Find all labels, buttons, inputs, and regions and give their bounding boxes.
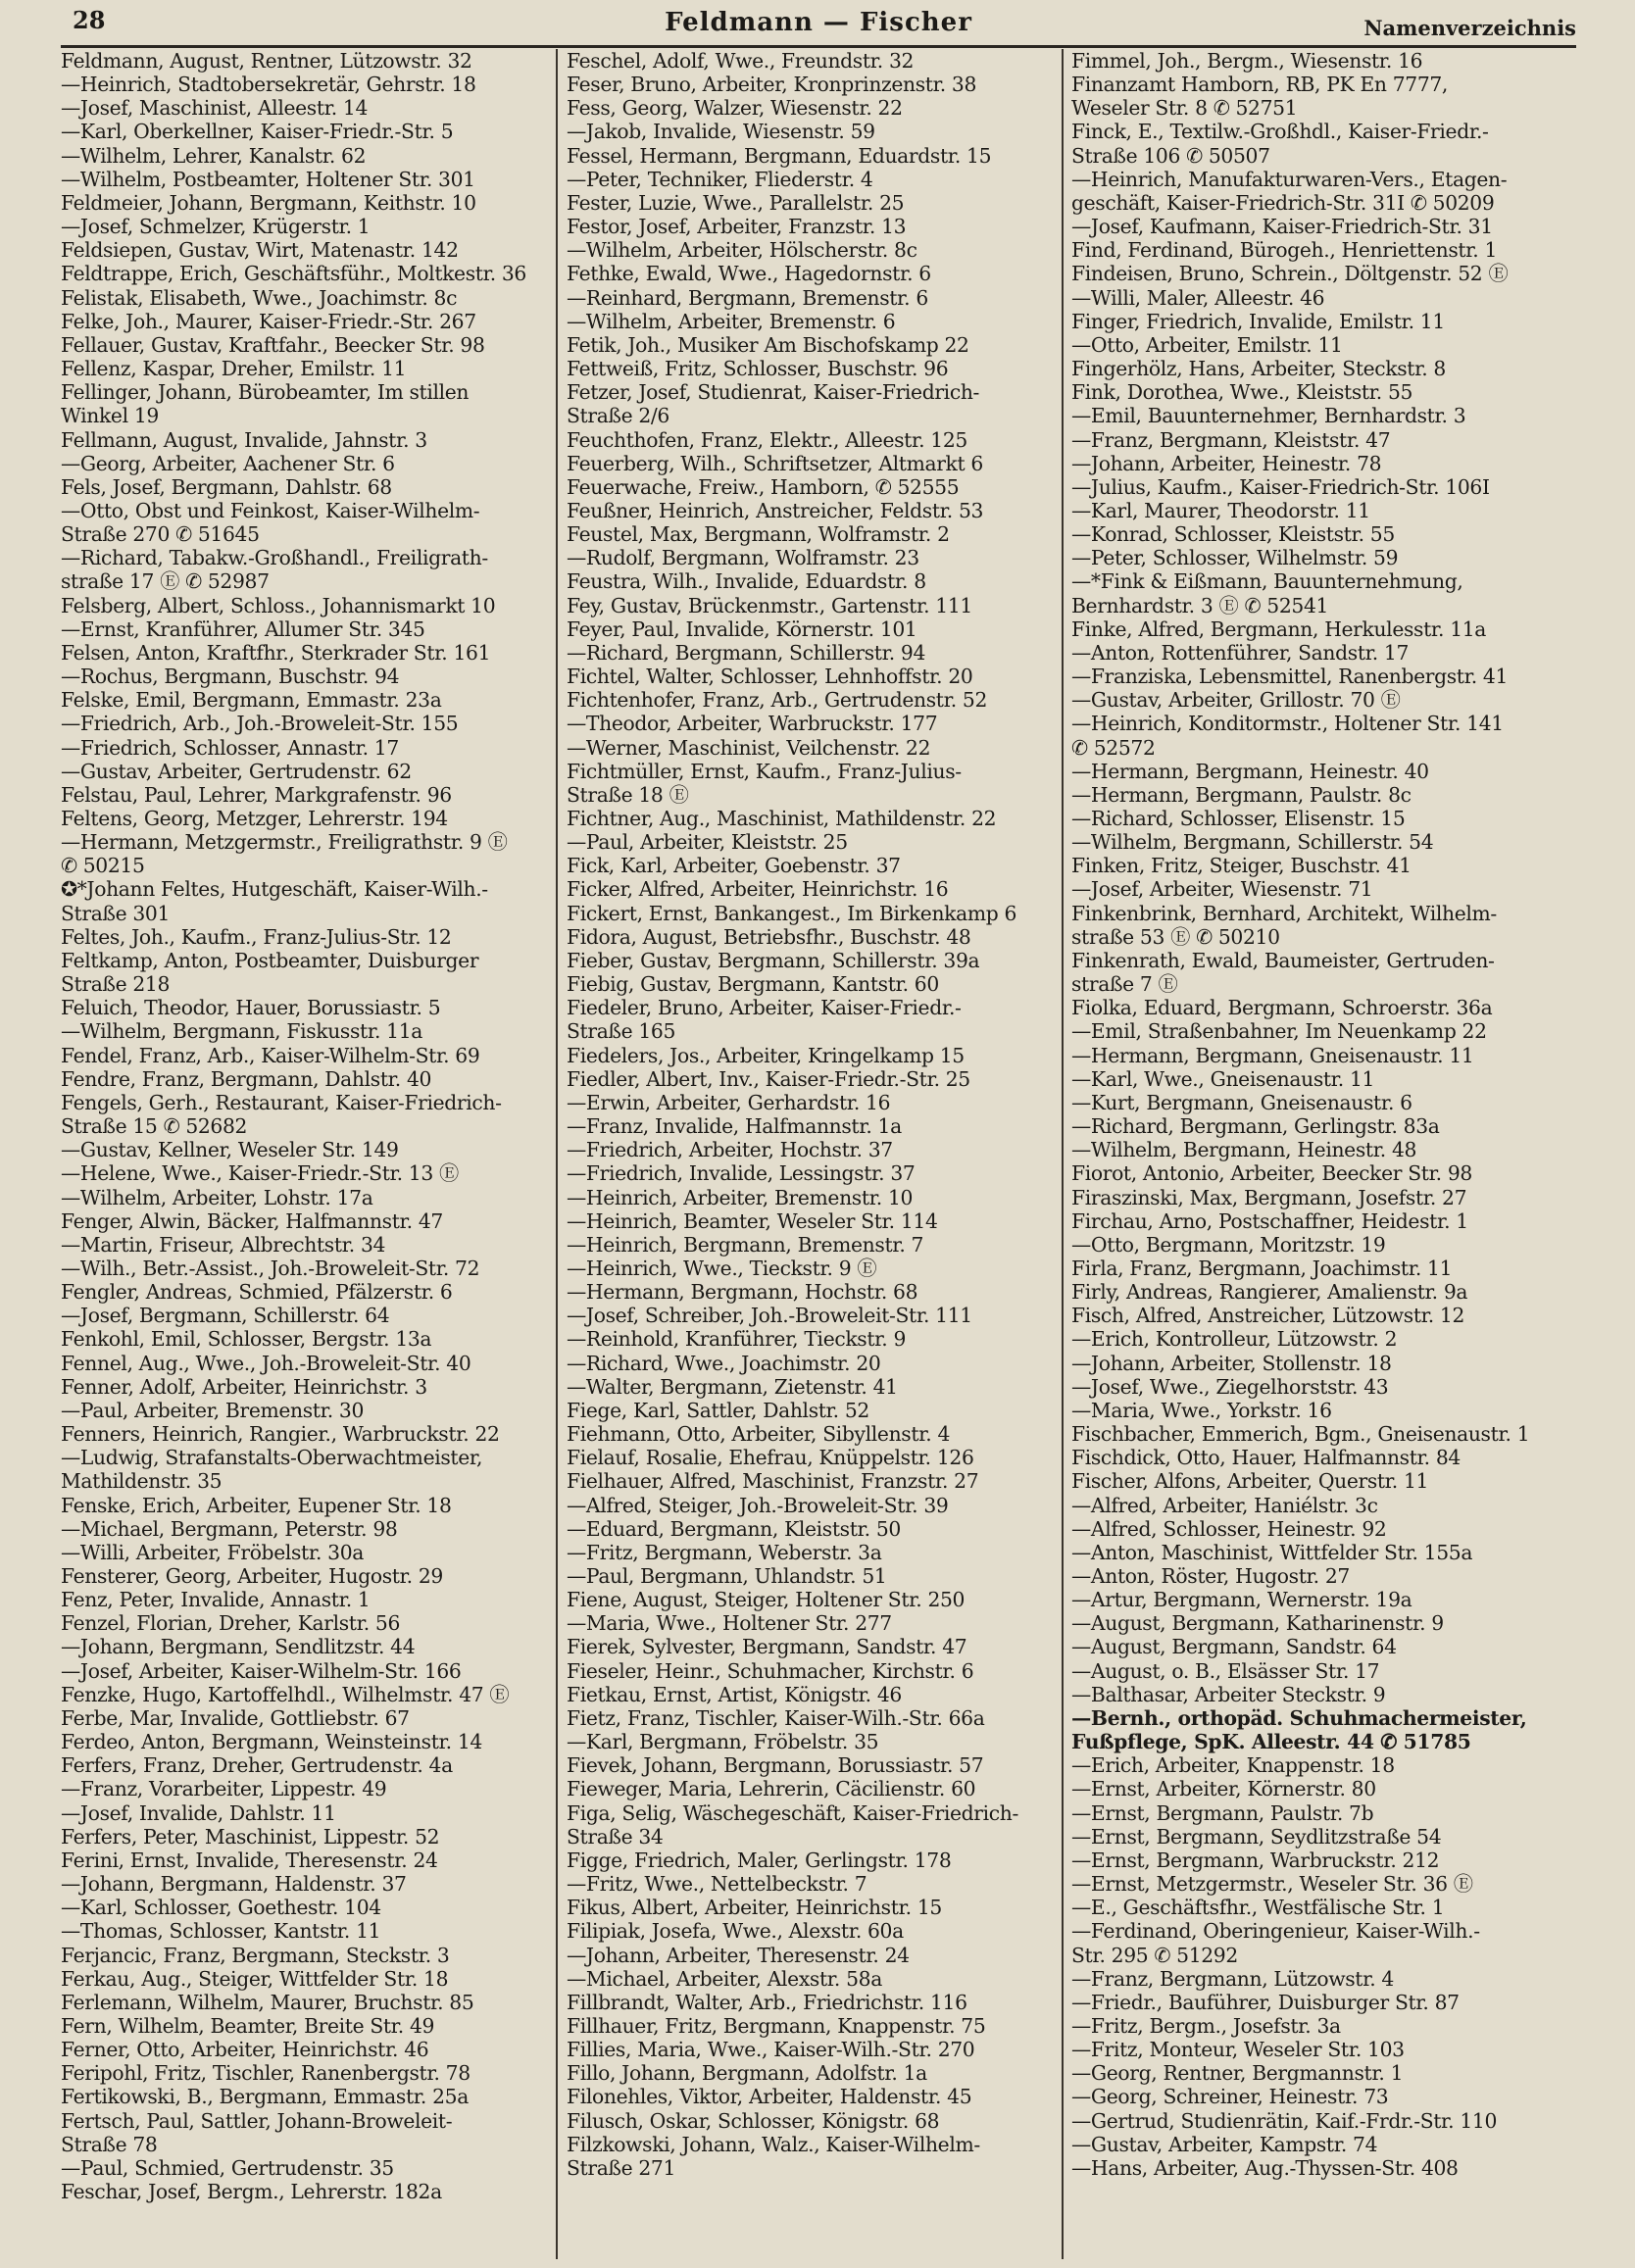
directory-entry: —Fritz, Bergm., Josefstr. 3a xyxy=(1071,2013,1341,2038)
directory-entry: —Peter, Schlosser, Wilhelmstr. 59 xyxy=(1071,546,1399,570)
directory-entry: —Walter, Bergmann, Zietenstr. 41 xyxy=(567,1374,898,1399)
directory-entry: —Heinrich, Konditormstr., Holtener Str. 141 xyxy=(1071,712,1504,736)
directory-entry: —Heinrich, Beamter, Weseler Str. 114 xyxy=(567,1208,938,1233)
directory-entry: Feltens, Georg, Metzger, Lehrerstr. 194 xyxy=(61,807,448,830)
directory-entry: Feußner, Heinrich, Anstreicher, Feldstr. 53 xyxy=(567,498,984,522)
directory-entry: Straße 165 xyxy=(567,1019,676,1044)
directory-entry: —Theodor, Arbeiter, Warbruckstr. 177 xyxy=(567,712,938,736)
directory-entry: —Emil, Straßenbahner, Im Neuenkamp 22 xyxy=(1071,1019,1487,1044)
directory-entry: straße 17 Ⓔ ✆ 52987 xyxy=(61,569,270,594)
directory-entry: —Reinhard, Bergmann, Bremenstr. 6 xyxy=(567,285,928,310)
directory-entry: —Fritz, Monteur, Weseler Str. 103 xyxy=(1071,2038,1405,2062)
directory-entry: —Gertrud, Studienrätin, Kaif.-Frdr.-Str. 110 xyxy=(1071,2108,1498,2133)
directory-entry: Fickert, Ernst, Bankangest., Im Birkenkamp 6 xyxy=(567,901,1017,925)
directory-entry: —Johann, Arbeiter, Heinestr. 78 xyxy=(1071,451,1382,475)
directory-entry: straße 7 Ⓔ xyxy=(1071,972,1178,997)
directory-entry: —Ferdinand, Oberingenieur, Kaiser-Wilh.- xyxy=(1071,1919,1480,1944)
directory-entry: —Erwin, Arbeiter, Gerhardstr. 16 xyxy=(567,1090,891,1114)
directory-entry: Ferfers, Peter, Maschinist, Lippestr. 52 xyxy=(61,1824,440,1849)
directory-entry: Felske, Emil, Bergmann, Emmastr. 23a xyxy=(61,688,442,713)
directory-entry: —Werner, Maschinist, Veilchenstr. 22 xyxy=(567,735,931,760)
directory-entry: Straße 218 xyxy=(61,972,171,997)
directory-entry: Fiege, Karl, Sattler, Dahlstr. 52 xyxy=(567,1398,869,1422)
directory-entry: Ficker, Alfred, Arbeiter, Heinrichstr. 16 xyxy=(567,877,949,902)
directory-entry: —Johann, Bergmann, Sendlitzstr. 44 xyxy=(61,1635,416,1659)
directory-entry: —Richard, Tabakw.-Großhandl., Freiligrath- xyxy=(61,546,488,570)
directory-entry: Fern, Wilhelm, Beamter, Breite Str. 49 xyxy=(61,2013,435,2038)
directory-entry: Fenners, Heinrich, Rangier., Warbruckstr. 22 xyxy=(61,1422,500,1447)
directory-entry: Find, Ferdinand, Bürogeh., Henriettenstr. 1 xyxy=(1071,238,1498,263)
directory-entry: Fethke, Ewald, Wwe., Hagedornstr. 6 xyxy=(567,262,931,286)
directory-entry: Fels, Josef, Bergmann, Dahlstr. 68 xyxy=(61,474,392,499)
directory-entry: —Heinrich, Stadtobersekretär, Gehrstr. 18 xyxy=(61,73,476,97)
directory-entry: Fenger, Alwin, Bäcker, Halfmannstr. 47 xyxy=(61,1208,443,1233)
directory-entry: Fengler, Andreas, Schmied, Pfälzerstr. 6 xyxy=(61,1280,453,1305)
directory-entry: —Friedrich, Arb., Joh.-Broweleit-Str. 155 xyxy=(61,712,459,736)
directory-entry: —Alfred, Arbeiter, Haniélstr. 3c xyxy=(1071,1493,1378,1517)
directory-entry: —Kurt, Bergmann, Gneisenaustr. 6 xyxy=(1071,1090,1412,1114)
directory-entry: —Anton, Rottenführer, Sandstr. 17 xyxy=(1071,640,1410,665)
directory-entry: Figa, Selig, Wäschegeschäft, Kaiser-Friedrich- xyxy=(567,1800,1019,1825)
directory-entry: —Georg, Schreiner, Heinestr. 73 xyxy=(1071,2085,1389,2109)
directory-entry: —Paul, Bergmann, Uhlandstr. 51 xyxy=(567,1564,887,1588)
directory-entry: Feschel, Adolf, Wwe., Freundstr. 32 xyxy=(567,49,915,73)
directory-entry: Filusch, Oskar, Schlosser, Königstr. 68 xyxy=(567,2108,940,2133)
directory-entry: Fetzer, Josef, Studienrat, Kaiser-Friedrich- xyxy=(567,380,980,405)
directory-entry: geschäft, Kaiser-Friedrich-Str. 31I ✆ 50209 xyxy=(1071,190,1495,215)
directory-entry: —Ernst, Bergmann, Warbruckstr. 212 xyxy=(1071,1848,1440,1872)
column-middle xyxy=(567,49,1057,2259)
directory-entry: —Wilhelm, Lehrer, Kanalstr. 62 xyxy=(61,143,367,168)
directory-entry: Fellinger, Johann, Bürobeamter, Im stillen xyxy=(61,380,470,405)
directory-entry: —Erich, Arbeiter, Knappenstr. 18 xyxy=(1071,1753,1395,1778)
directory-entry: Fendel, Franz, Arb., Kaiser-Wilhelm-Str. 69 xyxy=(61,1043,480,1067)
directory-entry: —Franz, Bergmann, Lützowstr. 4 xyxy=(1071,1966,1394,1991)
directory-entry: —Hermann, Bergmann, Hochstr. 68 xyxy=(567,1280,918,1305)
directory-entry: Felke, Joh., Maurer, Kaiser-Friedr.-Str. 267 xyxy=(61,309,476,333)
directory-entry: —Richard, Wwe., Joachimstr. 20 xyxy=(567,1351,881,1375)
directory-entry: —Friedrich, Schlosser, Annastr. 17 xyxy=(61,735,399,760)
directory-entry: Fischbacher, Emmerich, Bgm., Gneisenaustr. 1 xyxy=(1071,1422,1530,1447)
directory-entry: ✆ 52572 xyxy=(1071,735,1156,760)
directory-entry: —Franz, Vorarbeiter, Lippestr. 49 xyxy=(61,1777,387,1801)
directory-entry: —Paul, Arbeiter, Bremenstr. 30 xyxy=(61,1398,364,1422)
directory-entry: —Maria, Wwe., Holtener Str. 277 xyxy=(567,1611,892,1636)
directory-entry: Fertikowski, B., Bergmann, Emmastr. 25a xyxy=(61,2085,469,2109)
directory-entry: Fimmel, Joh., Bergm., Wiesenstr. 16 xyxy=(1071,49,1423,73)
directory-entry: Fietz, Franz, Tischler, Kaiser-Wilh.-Str. 66a xyxy=(567,1705,985,1730)
directory-entry: Fess, Georg, Walzer, Wiesenstr. 22 xyxy=(567,96,903,121)
directory-entry: Fichtmüller, Ernst, Kaufm., Franz-Julius- xyxy=(567,759,962,783)
directory-entry: Ferlemann, Wilhelm, Maurer, Bruchstr. 85 xyxy=(61,1990,474,2014)
directory-entry: Fichtenhofer, Franz, Arb., Gertrudenstr. 52 xyxy=(567,688,988,713)
directory-entry: —Richard, Schlosser, Elisenstr. 15 xyxy=(1071,807,1406,830)
directory-entry: Fischdick, Otto, Hauer, Halfmannstr. 84 xyxy=(1071,1446,1461,1470)
directory-entry: Fester, Luzie, Wwe., Parallelstr. 25 xyxy=(567,190,905,215)
directory-entry: —Wilhelm, Postbeamter, Holtener Str. 301 xyxy=(61,167,475,191)
directory-entry: —Julius, Kaufm., Kaiser-Friedrich-Str. 106I xyxy=(1071,474,1490,499)
directory-entry: —Richard, Bergmann, Gerlingstr. 83a xyxy=(1071,1114,1440,1139)
directory-entry: —Josef, Maschinist, Alleestr. 14 xyxy=(61,96,369,121)
directory-entry: Filonehles, Viktor, Arbeiter, Haldenstr. 45 xyxy=(567,2085,972,2109)
directory-entry: ✪*Johann Feltes, Hutgeschäft, Kaiser-Wilh.- xyxy=(61,877,488,902)
directory-entry: —Willi, Maler, Alleestr. 46 xyxy=(1071,285,1325,310)
directory-entry: —Josef, Bergmann, Schillerstr. 64 xyxy=(61,1304,390,1328)
directory-entry: Str. 295 ✆ 51292 xyxy=(1071,1943,1238,1967)
directory-entry: Fenkohl, Emil, Schlosser, Bergstr. 13a xyxy=(61,1327,432,1352)
directory-entry: —Heinrich, Wwe., Tieckstr. 9 Ⓔ xyxy=(567,1256,877,1280)
directory-entry: Finkenbrink, Bernhard, Architekt, Wilhelm- xyxy=(1071,901,1497,925)
directory-entry: Fillbrandt, Walter, Arb., Friedrichstr. 116 xyxy=(567,1990,967,2014)
directory-entry: Fenz, Peter, Invalide, Annastr. 1 xyxy=(61,1588,371,1612)
directory-entry: Felistak, Elisabeth, Wwe., Joachimstr. 8c xyxy=(61,285,458,310)
directory-entry: —Gustav, Arbeiter, Gertrudenstr. 62 xyxy=(61,759,412,783)
directory-entry: Ferjancic, Franz, Bergmann, Steckstr. 3 xyxy=(61,1943,450,1967)
directory-entry: —Johann, Bergmann, Haldenstr. 37 xyxy=(61,1872,407,1897)
directory-entry: Fendre, Franz, Bergmann, Dahlstr. 40 xyxy=(61,1066,432,1091)
directory-entry: Fiene, August, Steiger, Holtener Str. 250 xyxy=(567,1588,966,1612)
section-title: Namenverzeichnis xyxy=(1363,16,1576,40)
directory-entry: —Heinrich, Bergmann, Bremenstr. 7 xyxy=(567,1232,924,1257)
directory-entry: Fierek, Sylvester, Bergmann, Sandstr. 47 xyxy=(567,1635,967,1659)
directory-entry: Fick, Karl, Arbeiter, Goebenstr. 37 xyxy=(567,854,901,878)
directory-entry: Fieber, Gustav, Bergmann, Schillerstr. 39a xyxy=(567,948,980,972)
directory-entry: —Helene, Wwe., Kaiser-Friedr.-Str. 13 Ⓔ xyxy=(61,1161,459,1186)
directory-entry: —Bernh., orthopäd. Schuhmachermeister, xyxy=(1071,1705,1527,1730)
directory-entry: Feluich, Theodor, Hauer, Borussiastr. 5 xyxy=(61,996,441,1020)
directory-entry: Mathildenstr. 35 xyxy=(61,1469,223,1494)
directory-entry: Fisch, Alfred, Anstreicher, Lützowstr. 12 xyxy=(1071,1304,1465,1328)
directory-entry: —Josef, Schmelzer, Krügerstr. 1 xyxy=(61,215,371,239)
directory-entry: —Karl, Bergmann, Fröbelstr. 35 xyxy=(567,1730,879,1754)
directory-entry: —Johann, Arbeiter, Theresenstr. 24 xyxy=(567,1943,910,1967)
directory-entry: Finkenrath, Ewald, Baumeister, Gertruden- xyxy=(1071,948,1495,972)
directory-entry: Festor, Josef, Arbeiter, Franzstr. 13 xyxy=(567,215,907,239)
directory-entry: —Thomas, Schlosser, Kantstr. 11 xyxy=(61,1919,381,1944)
directory-entry: —Rochus, Bergmann, Buschstr. 94 xyxy=(61,665,400,689)
directory-entry: Fillhauer, Fritz, Bergmann, Knappenstr. 75 xyxy=(567,2013,986,2038)
directory-entry: —Josef, Kaufmann, Kaiser-Friedrich-Str. 31 xyxy=(1071,215,1493,239)
directory-entry: —Otto, Obst und Feinkost, Kaiser-Wilhelm- xyxy=(61,498,480,522)
directory-entry: Fenzke, Hugo, Kartoffelhdl., Wilhelmstr. 47 Ⓔ xyxy=(61,1682,510,1706)
directory-entry: —Ernst, Bergmann, Seydlitzstraße 54 xyxy=(1071,1824,1442,1849)
directory-entry: Fettweiß, Fritz, Schlosser, Buschstr. 96 xyxy=(567,357,949,381)
directory-entry: Finken, Fritz, Steiger, Buschstr. 41 xyxy=(1071,854,1412,878)
directory-entry: —August, Bergmann, Katharinenstr. 9 xyxy=(1071,1611,1444,1636)
column-right xyxy=(1071,49,1576,2259)
directory-entry: Fensterer, Georg, Arbeiter, Hugostr. 29 xyxy=(61,1564,443,1588)
directory-entry: Firly, Andreas, Rangierer, Amalienstr. 9a xyxy=(1071,1280,1468,1305)
directory-entry: Fietkau, Ernst, Artist, Königstr. 46 xyxy=(567,1682,902,1706)
directory-entry: Fiedelers, Jos., Arbeiter, Kringelkamp 15 xyxy=(567,1043,965,1067)
directory-entry: straße 53 Ⓔ ✆ 50210 xyxy=(1071,924,1280,949)
directory-entry: Feyer, Paul, Invalide, Körnerstr. 101 xyxy=(567,616,917,641)
directory-entry: Fikus, Albert, Arbeiter, Heinrichstr. 15 xyxy=(567,1896,942,1920)
directory-entry: —Ernst, Arbeiter, Körnerstr. 80 xyxy=(1071,1777,1376,1801)
directory-entry: Feldtrappe, Erich, Geschäftsführ., Moltkestr. 36 xyxy=(61,262,526,286)
directory-entry: Fenner, Adolf, Arbeiter, Heinrichstr. 3 xyxy=(61,1374,427,1399)
directory-entry: Fielauf, Rosalie, Ehefrau, Knüppelstr. 126 xyxy=(567,1446,974,1470)
directory-entry: —Peter, Techniker, Fliederstr. 4 xyxy=(567,167,873,191)
directory-entry: —Karl, Schlosser, Goethestr. 104 xyxy=(61,1896,381,1920)
column-left xyxy=(61,49,551,2259)
directory-entry: —Wilhelm, Bergmann, Schillerstr. 54 xyxy=(1071,830,1434,855)
directory-entry: Firchau, Arno, Postschaffner, Heidestr. 1 xyxy=(1071,1208,1468,1233)
directory-entry: —Ernst, Bergmann, Paulstr. 7b xyxy=(1071,1800,1374,1825)
directory-entry: —Eduard, Bergmann, Kleiststr. 50 xyxy=(567,1516,901,1541)
directory-entry: Ferbe, Mar, Invalide, Gottliebstr. 67 xyxy=(61,1705,410,1730)
directory-entry: Finke, Alfred, Bergmann, Herkulesstr. 11a xyxy=(1071,616,1487,641)
directory-entry: Straße 18 Ⓔ xyxy=(567,782,689,807)
directory-entry: Figge, Friedrich, Maler, Gerlingstr. 178 xyxy=(567,1848,952,1872)
directory-entry: Fillies, Maria, Wwe., Kaiser-Wilh.-Str. 270 xyxy=(567,2038,975,2062)
directory-entry: Findeisen, Bruno, Schrein., Döltgenstr. 52 Ⓔ xyxy=(1071,262,1509,286)
directory-entry: Fichtner, Aug., Maschinist, Mathildenstr. 22 xyxy=(567,807,997,830)
directory-entry: Fischer, Alfons, Arbeiter, Querstr. 11 xyxy=(1071,1469,1429,1494)
directory-entry: Fievek, Johann, Bergmann, Borussiastr. 57 xyxy=(567,1753,984,1778)
directory-entry: —Anton, Maschinist, Wittfelder Str. 155a xyxy=(1071,1540,1473,1564)
directory-entry: —E., Geschäftsfhr., Westfälische Str. 1 xyxy=(1071,1896,1445,1920)
directory-entry: —Josef, Invalide, Dahlstr. 11 xyxy=(61,1800,336,1825)
directory-entry: —Wilhelm, Bergmann, Fiskusstr. 11a xyxy=(61,1019,422,1044)
directory-entry: —Franz, Bergmann, Kleiststr. 47 xyxy=(1071,427,1391,452)
directory-entry: Straße 34 xyxy=(567,1824,664,1849)
directory-entry: —Johann, Arbeiter, Stollenstr. 18 xyxy=(1071,1351,1392,1375)
directory-entry: —Josef, Arbeiter, Wiesenstr. 71 xyxy=(1071,877,1373,902)
directory-entry: Firla, Franz, Bergmann, Joachimstr. 11 xyxy=(1071,1256,1453,1280)
directory-entry: —Hans, Arbeiter, Aug.-Thyssen-Str. 408 xyxy=(1071,2155,1459,2180)
directory-entry: Fußpflege, SpK. Alleestr. 44 ✆ 51785 xyxy=(1071,1730,1471,1754)
directory-entry: —Balthasar, Arbeiter Steckstr. 9 xyxy=(1071,1682,1386,1706)
directory-entry: Finanzamt Hamborn, RB, PK En 7777, xyxy=(1071,73,1449,97)
directory-entry: Feldmann, August, Rentner, Lützowstr. 32 xyxy=(61,49,472,73)
directory-entry: —Artur, Bergmann, Wernerstr. 19a xyxy=(1071,1588,1412,1612)
directory-entry: —Friedrich, Invalide, Lessingstr. 37 xyxy=(567,1161,916,1186)
directory-entry: Weseler Str. 8 ✆ 52751 xyxy=(1071,96,1298,121)
directory-entry: —Anton, Röster, Hugostr. 27 xyxy=(1071,1564,1350,1588)
directory-entry: Fessel, Hermann, Bergmann, Eduardstr. 15 xyxy=(567,143,992,168)
directory-entry: Feltes, Joh., Kaufm., Franz-Julius-Str. 12 xyxy=(61,924,452,949)
directory-entry: —Ernst, Metzgermstr., Weseler Str. 36 Ⓔ xyxy=(1071,1872,1473,1897)
column-divider xyxy=(1062,49,1064,2259)
directory-entry: Fiolka, Eduard, Bergmann, Schroerstr. 36a xyxy=(1071,996,1493,1020)
directory-entry: Fey, Gustav, Brückenmstr., Gartenstr. 111 xyxy=(567,593,972,617)
directory-entry: Feschar, Josef, Bergm., Lehrerstr. 182a xyxy=(61,2180,442,2204)
directory-entry: —Michael, Bergmann, Peterstr. 98 xyxy=(61,1516,398,1541)
directory-entry: Fiehmann, Otto, Arbeiter, Sibyllenstr. 4 xyxy=(567,1422,950,1447)
page-header xyxy=(61,2,1576,48)
directory-entry: —Willi, Arbeiter, Fröbelstr. 30a xyxy=(61,1540,365,1564)
directory-entry: —Richard, Bergmann, Schillerstr. 94 xyxy=(567,640,925,665)
directory-entry: Fielhauer, Alfred, Maschinist, Franzstr. 27 xyxy=(567,1469,979,1494)
directory-entry: Feldmeier, Johann, Bergmann, Keithstr. 10 xyxy=(61,190,476,215)
directory-entry: Feuerwache, Freiw., Hamborn, ✆ 52555 xyxy=(567,474,960,499)
directory-entry: —Friedr., Bauführer, Duisburger Str. 87 xyxy=(1071,1990,1460,2014)
directory-entry: Fiorot, Antonio, Arbeiter, Beecker Str. 98 xyxy=(1071,1161,1472,1186)
directory-entry: —Gustav, Arbeiter, Grillostr. 70 Ⓔ xyxy=(1071,688,1401,713)
directory-entry: —August, Bergmann, Sandstr. 64 xyxy=(1071,1635,1397,1659)
directory-entry: Fenzel, Florian, Dreher, Karlstr. 56 xyxy=(61,1611,401,1636)
directory-entry: Feuchthofen, Franz, Elektr., Alleestr. 125 xyxy=(567,427,967,452)
running-title: Feldmann — Fischer xyxy=(665,8,972,37)
directory-entry: —Wilhelm, Arbeiter, Hölscherstr. 8c xyxy=(567,238,917,263)
directory-entry: —Fritz, Bergmann, Weberstr. 3a xyxy=(567,1540,882,1564)
directory-entry: —Josef, Wwe., Ziegelhorststr. 43 xyxy=(1071,1374,1389,1399)
directory-entry: —Gustav, Arbeiter, Kampstr. 74 xyxy=(1071,2132,1378,2156)
directory-entry: Firaszinski, Max, Bergmann, Josefstr. 27 xyxy=(1071,1185,1467,1209)
directory-entry: —Wilh., Betr.-Assist., Joh.-Broweleit-Str. 72 xyxy=(61,1256,480,1280)
directory-entry: —Hermann, Bergmann, Gneisenaustr. 11 xyxy=(1071,1043,1474,1067)
directory-entry: —Maria, Wwe., Yorkstr. 16 xyxy=(1071,1398,1332,1422)
directory-entry: —Franziska, Lebensmittel, Ranenbergstr. 41 xyxy=(1071,665,1509,689)
directory-entry: —Friedrich, Arbeiter, Hochstr. 37 xyxy=(567,1138,893,1162)
directory-entry: —Wilhelm, Arbeiter, Lohstr. 17a xyxy=(61,1185,373,1209)
directory-entry: Felsberg, Albert, Schloss., Johannismarkt 10 xyxy=(61,593,496,617)
directory-entry: Straße 15 ✆ 52682 xyxy=(61,1114,248,1139)
directory-entry: —Gustav, Kellner, Weseler Str. 149 xyxy=(61,1138,399,1162)
directory-entry: Fenske, Erich, Arbeiter, Eupener Str. 18 xyxy=(61,1493,452,1517)
directory-entry: Feustel, Max, Bergmann, Wolframstr. 2 xyxy=(567,522,950,547)
directory-entry: Straße 106 ✆ 50507 xyxy=(1071,143,1270,168)
directory-entry: Fichtel, Walter, Schlosser, Lehnhoffstr. 20 xyxy=(567,665,973,689)
directory-entry: —Ludwig, Strafanstalts-Oberwachtmeister, xyxy=(61,1446,483,1470)
directory-entry: —Konrad, Schlosser, Kleiststr. 55 xyxy=(1071,522,1395,547)
directory-entry: Fingerhölz, Hans, Arbeiter, Steckstr. 8 xyxy=(1071,357,1446,381)
directory-entry: Finck, E., Textilw.-Großhdl., Kaiser-Friedr.- xyxy=(1071,120,1489,144)
directory-entry: —Karl, Oberkellner, Kaiser-Friedr.-Str. 5 xyxy=(61,120,454,144)
directory-entry: Feustra, Wilh., Invalide, Eduardstr. 8 xyxy=(567,569,926,594)
directory-entry: Ferner, Otto, Arbeiter, Heinrichstr. 46 xyxy=(61,2038,429,2062)
directory-entry: —Otto, Bergmann, Moritzstr. 19 xyxy=(1071,1232,1386,1257)
directory-entry: —Karl, Wwe., Gneisenaustr. 11 xyxy=(1071,1066,1375,1091)
directory-entry: —Heinrich, Manufakturwaren-Vers., Etagen- xyxy=(1071,167,1508,191)
directory-entry: —Otto, Arbeiter, Emilstr. 11 xyxy=(1071,332,1343,357)
directory-entry: —Hermann, Bergmann, Paulstr. 8c xyxy=(1071,782,1412,807)
directory-entry: Fennel, Aug., Wwe., Joh.-Broweleit-Str. 40 xyxy=(61,1351,471,1375)
directory-entry: Fiedeler, Bruno, Arbeiter, Kaiser-Friedr.- xyxy=(567,996,962,1020)
directory-entry: —Emil, Bauunternehmer, Bernhardstr. 3 xyxy=(1071,404,1466,428)
directory-entry: Finger, Friedrich, Invalide, Emilstr. 11 xyxy=(1071,309,1445,333)
directory-entry: Ferfers, Franz, Dreher, Gertrudenstr. 4a xyxy=(61,1753,453,1778)
directory-entry: Feser, Bruno, Arbeiter, Kronprinzenstr. 38 xyxy=(567,73,977,97)
directory-entry: —Hermann, Bergmann, Heinestr. 40 xyxy=(1071,759,1429,783)
directory-entry: —Georg, Rentner, Bergmannstr. 1 xyxy=(1071,2061,1404,2086)
directory-entry: —Wilhelm, Arbeiter, Bremenstr. 6 xyxy=(567,309,896,333)
directory-entry: Fillo, Johann, Bergmann, Adolfstr. 1a xyxy=(567,2061,927,2086)
directory-entry: Fertsch, Paul, Sattler, Johann-Broweleit- xyxy=(61,2108,453,2133)
directory-entry: Fellmann, August, Invalide, Jahnstr. 3 xyxy=(61,427,427,452)
directory-entry: —Reinhold, Kranführer, Tieckstr. 9 xyxy=(567,1327,907,1352)
directory-entry: Straße 270 ✆ 51645 xyxy=(61,522,260,547)
directory-entry: Fink, Dorothea, Wwe., Kleiststr. 55 xyxy=(1071,380,1413,405)
directory-entry: —Martin, Friseur, Albrechtstr. 34 xyxy=(61,1232,386,1257)
directory-entry: Bernhardstr. 3 Ⓔ ✆ 52541 xyxy=(1071,593,1329,617)
directory-entry: —Michael, Arbeiter, Alexstr. 58a xyxy=(567,1966,882,1991)
directory-entry: Feuerberg, Wilh., Schriftsetzer, Altmarkt 6 xyxy=(567,451,983,475)
directory-entry: —August, o. B., Elsässer Str. 17 xyxy=(1071,1658,1380,1683)
directory-entry: Feldsiepen, Gustav, Wirt, Matenastr. 142 xyxy=(61,238,459,263)
directory-entry: Fidora, August, Betriebsfhr., Buschstr. 48 xyxy=(567,924,971,949)
directory-entry: Straße 78 xyxy=(61,2132,158,2156)
directory-entry: Filzkowski, Johann, Walz., Kaiser-Wilhelm- xyxy=(567,2132,980,2156)
directory-entry: —Josef, Schreiber, Joh.-Broweleit-Str. 111 xyxy=(567,1304,972,1328)
directory-entry: Winkel 19 xyxy=(61,404,159,428)
directory-entry: Straße 2/6 xyxy=(567,404,669,428)
directory-entry: Straße 271 xyxy=(567,2155,676,2180)
directory-entry: Ferdeo, Anton, Bergmann, Weinsteinstr. 14 xyxy=(61,1730,482,1754)
directory-entry: —Wilhelm, Bergmann, Heinestr. 48 xyxy=(1071,1138,1417,1162)
directory-entry: Fellenz, Kaspar, Dreher, Emilstr. 11 xyxy=(61,357,407,381)
directory-entry: Ferini, Ernst, Invalide, Theresenstr. 24 xyxy=(61,1848,438,1872)
directory-entry: Feripohl, Fritz, Tischler, Ranenbergstr. 78 xyxy=(61,2061,471,2086)
directory-entry: Filipiak, Josefa, Wwe., Alexstr. 60a xyxy=(567,1919,904,1944)
directory-entry: —Heinrich, Arbeiter, Bremenstr. 10 xyxy=(567,1185,914,1209)
directory-entry: —Franz, Invalide, Halfmannstr. 1a xyxy=(567,1114,902,1139)
directory-entry: Straße 301 xyxy=(61,901,171,925)
directory-entry: ✆ 50215 xyxy=(61,854,145,878)
directory-entry: —Erich, Kontrolleur, Lützowstr. 2 xyxy=(1071,1327,1398,1352)
directory-entry: Fengels, Gerh., Restaurant, Kaiser-Friedrich- xyxy=(61,1090,502,1114)
directory-entry: —Hermann, Metzgermstr., Freiligrathstr. 9 Ⓔ xyxy=(61,830,508,855)
directory-entry: —Georg, Arbeiter, Aachener Str. 6 xyxy=(61,451,395,475)
directory-entry: —Alfred, Schlosser, Heinestr. 92 xyxy=(1071,1516,1387,1541)
directory-entry: Felsen, Anton, Kraftfhr., Sterkrader Str. 161 xyxy=(61,640,491,665)
directory-entry: —Jakob, Invalide, Wiesenstr. 59 xyxy=(567,120,875,144)
page-number: 28 xyxy=(73,6,106,34)
directory-entry: Fiebig, Gustav, Bergmann, Kantstr. 60 xyxy=(567,972,939,997)
directory-entry: —Karl, Maurer, Theodorstr. 11 xyxy=(1071,498,1370,522)
directory-entry: —*Fink & Eißmann, Bauunternehmung, xyxy=(1071,569,1463,594)
directory-entry: Fiedler, Albert, Inv., Kaiser-Friedr.-Str. 25 xyxy=(567,1066,970,1091)
directory-entry: Fetik, Joh., Musiker Am Bischofskamp 22 xyxy=(567,332,969,357)
directory-entry: —Paul, Arbeiter, Kleiststr. 25 xyxy=(567,830,848,855)
column-divider xyxy=(556,49,558,2259)
directory-entry: —Fritz, Wwe., Nettelbeckstr. 7 xyxy=(567,1872,867,1897)
directory-entry: —Paul, Schmied, Gertrudenstr. 35 xyxy=(61,2155,394,2180)
directory-entry: Ferkau, Aug., Steiger, Wittfelder Str. 18 xyxy=(61,1966,449,1991)
directory-entry: Fieseler, Heinr., Schuhmacher, Kirchstr. 6 xyxy=(567,1658,974,1683)
directory-entry: Feltkamp, Anton, Postbeamter, Duisburger xyxy=(61,948,479,972)
directory-entry: —Alfred, Steiger, Joh.-Broweleit-Str. 39 xyxy=(567,1493,949,1517)
directory-entry: Felstau, Paul, Lehrer, Markgrafenstr. 96 xyxy=(61,782,452,807)
directory-entry: Fellauer, Gustav, Kraftfahr., Beecker Str. 98 xyxy=(61,332,485,357)
directory-entry: —Ernst, Kranführer, Allumer Str. 345 xyxy=(61,616,425,641)
directory-entry: Fieweger, Maria, Lehrerin, Cäcilienstr. 60 xyxy=(567,1777,976,1801)
directory-entry: —Rudolf, Bergmann, Wolframstr. 23 xyxy=(567,546,919,570)
directory-entry: —Josef, Arbeiter, Kaiser-Wilhelm-Str. 166 xyxy=(61,1658,462,1683)
